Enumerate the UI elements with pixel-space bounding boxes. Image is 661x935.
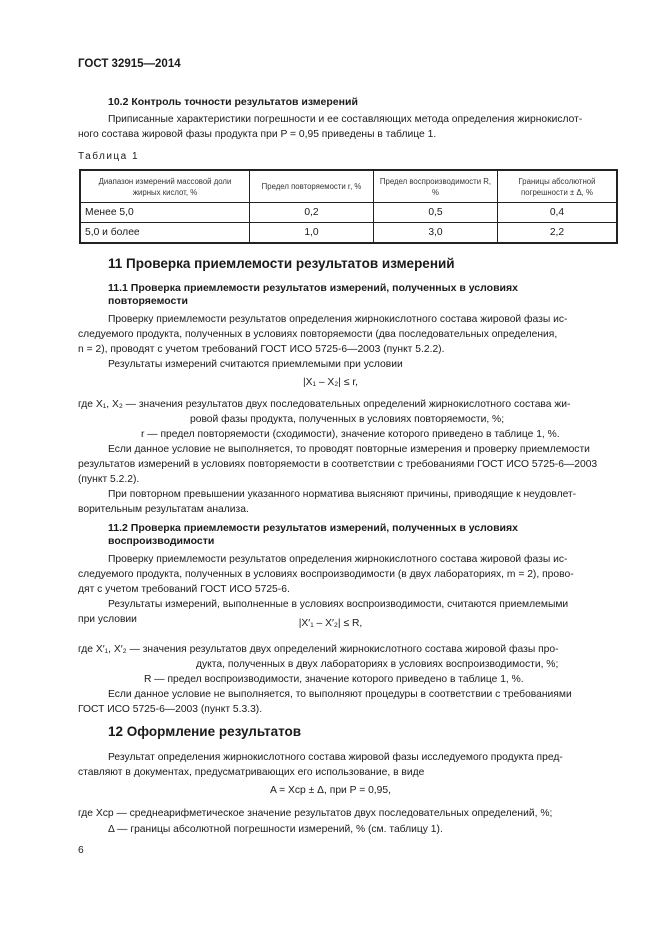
para-line: Если данное условие не выполняется, то выполняют процедуры в соответствии с требованиями bbox=[108, 689, 572, 700]
para-line: Проверку приемлемости результатов определения жирнокислотного состава жировой фазы ис- bbox=[108, 554, 568, 565]
where-line: где Xср — среднеарифметическое значение результатов двух последовательных определений, %; bbox=[78, 808, 553, 819]
para-line: результатов измерений в условиях повторяемости в соответствии с требованиями ГОСТ ИСО 5725-6—2003 bbox=[78, 459, 598, 470]
para-line: при условии bbox=[78, 614, 137, 625]
table-header-cell: Предел воспроизводимости R, % bbox=[374, 170, 498, 203]
where-line: где X′₁, X′₂ — значения результатов двух определений жирнокислотного состава жировой фазы про- bbox=[78, 644, 559, 655]
table-header-cell: Предел повторяемости r, % bbox=[250, 170, 374, 203]
table-1 bbox=[79, 169, 618, 244]
para-line: Результат определения жирнокислотного состава жировой фазы исследуемого продукта пред- bbox=[108, 752, 563, 763]
table-cell: 0,5 bbox=[374, 203, 498, 223]
para-line: ного состава жировой фазы продукта при P = 0,95 приведены в таблице 1. bbox=[78, 129, 437, 140]
where-line: где X₁, X₂ — значения результатов двух последовательных определений жирнокислотного состава жи- bbox=[78, 399, 571, 410]
document-code: ГОСТ 32915—2014 bbox=[78, 58, 181, 70]
where-line: дукта, полученных в двух лабораториях в условиях воспроизводимости, %; bbox=[196, 659, 559, 670]
para-line: ставляют в документах, предусматривающих его использование, в виде bbox=[78, 767, 425, 778]
table-cell: 0,2 bbox=[250, 203, 374, 223]
para-line: Результаты измерений считаются приемлемыми при условии bbox=[108, 359, 403, 370]
para-line: n = 2), проводят с учетом требований ГОСТ ИСО 5725-6—2003 (пункт 5.2.2). bbox=[78, 344, 445, 355]
para-line: следуемого продукта, полученных в условиях воспроизводимости (в двух лабораториях, m = 2), прово- bbox=[78, 569, 574, 580]
para-line: ГОСТ ИСО 5725-6—2003 (пункт 5.3.3). bbox=[78, 704, 263, 715]
table-cell: 5,0 и более bbox=[80, 223, 250, 244]
formula-result: A = Xср ± Δ, при P = 0,95, bbox=[270, 785, 391, 796]
section-11-1-title: 11.1 Проверка приемлемости результатов измерений, полученных в условиях bbox=[108, 282, 518, 294]
formula-reproducibility: |X′₁ – X′₂| ≤ R, bbox=[298, 618, 363, 629]
where-line: Δ — границы абсолютной погрешности измерений, % (см. таблицу 1). bbox=[108, 824, 443, 835]
where-line: r — предел повторяемости (сходимости), значение которого приведено в таблице 1, %. bbox=[141, 429, 560, 440]
para-line: дят с учетом требований ГОСТ ИСО 5725-6. bbox=[78, 584, 290, 595]
section-11-2-title: 11.2 Проверка приемлемости результатов измерений, полученных в условиях bbox=[108, 522, 518, 534]
formula-repeatability: |X₁ – X₂| ≤ r, bbox=[302, 377, 359, 388]
section-11-1-title-cont: повторяемости bbox=[108, 295, 188, 307]
page-number: 6 bbox=[78, 845, 84, 856]
table-header-row bbox=[80, 170, 617, 203]
para-line: Результаты измерений, выполненные в условиях воспроизводимости, считаются приемлемыми bbox=[108, 599, 569, 610]
para-line: следуемого продукта, полученных в условиях повторяемости (два последовательных определения, bbox=[78, 329, 558, 340]
table-row bbox=[80, 203, 617, 223]
section-10-2-title: 10.2 Контроль точности результатов измерений bbox=[108, 96, 358, 108]
table-cell: 1,0 bbox=[250, 223, 374, 244]
section-11-2-title-cont: воспроизводимости bbox=[108, 535, 215, 547]
para-line: Приписанные характеристики погрешности и ее составляющих метода определения жирнокислот- bbox=[108, 114, 583, 125]
where-line: ровой фазы продукта, полученных в условиях повторяемости, %; bbox=[190, 414, 505, 425]
table-cell: 3,0 bbox=[374, 223, 498, 244]
para-line: При повторном превышении указанного норматива выясняют причины, приводящие к неудовлет- bbox=[108, 489, 577, 500]
table-row bbox=[80, 223, 617, 244]
table-header-cell: Диапазон измерений массовой доли жирных кислот, % bbox=[80, 170, 250, 203]
table-cell: Менее 5,0 bbox=[80, 203, 250, 223]
para-line: Проверку приемлемости результатов определения жирнокислотного состава жировой фазы ис- bbox=[108, 314, 568, 325]
table-cell: 2,2 bbox=[498, 223, 618, 244]
para-line: ворительным результатам анализа. bbox=[78, 504, 249, 515]
para-line: Если данное условие не выполняется, то проводят повторные измерения и проверку приемлемости bbox=[108, 444, 590, 455]
table-cell: 0,4 bbox=[498, 203, 618, 223]
where-line: R — предел воспроизводимости, значение которого приведено в таблице 1, %. bbox=[144, 674, 524, 685]
table-header-cell: Границы абсолютной погрешности ± Δ, % bbox=[498, 170, 618, 203]
para-line: (пункт 5.2.2). bbox=[78, 474, 140, 485]
section-12-title: 12 Оформление результатов bbox=[108, 724, 302, 739]
section-11-title: 11 Проверка приемлемости результатов измерений bbox=[108, 256, 455, 271]
table-caption: Таблица 1 bbox=[78, 151, 140, 162]
